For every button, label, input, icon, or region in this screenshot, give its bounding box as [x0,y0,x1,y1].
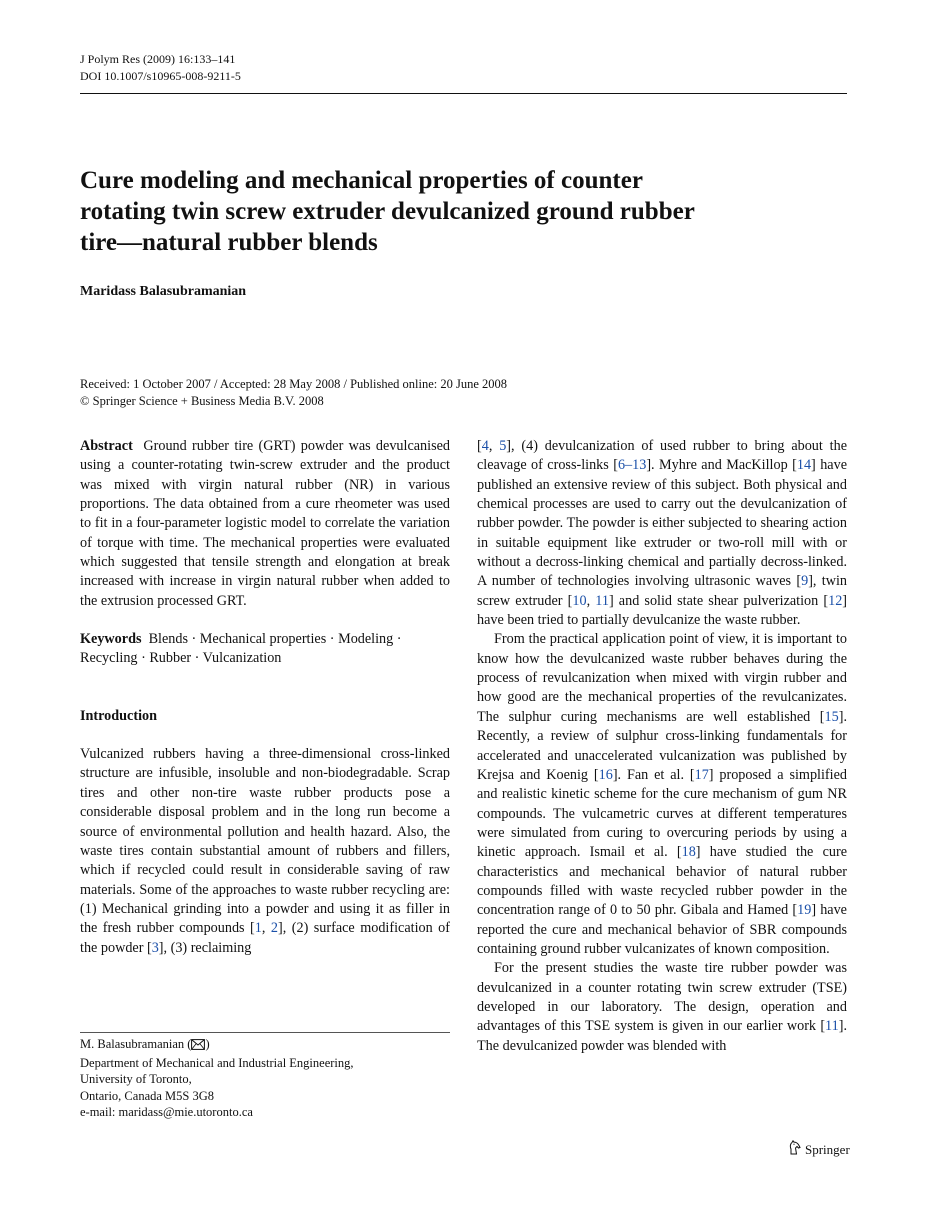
citation-link[interactable]: 15 [824,708,839,725]
journal-citation: J Polym Res (2009) 16:133–141 [80,52,236,66]
footnote-location: Ontario, Canada M5S 3G8 [80,1088,215,1103]
citation-link[interactable]: 11 [595,592,609,609]
citation-link[interactable]: 19 [797,902,812,919]
citation-link[interactable]: 14 [796,457,812,474]
journal-doi: DOI 10.1007/s10965-008-9211-5 [80,69,241,83]
header-rule [80,93,847,94]
citation-link[interactable]: 11 [825,1018,839,1035]
citation-link[interactable]: 1 [254,920,262,937]
keywords [80,630,450,669]
citation-link[interactable]: 5 [499,438,507,454]
article-dates [80,376,507,410]
publisher-logo [788,1140,850,1159]
citation-link[interactable]: 12 [828,592,843,609]
envelope-icon [191,1038,205,1055]
keywords-label: Keywords [80,631,142,648]
keywords-text: Blends · Mechanical properties · Modeling · Recycling · Rubber · Vulcanization [80,631,402,667]
left-column [80,437,450,958]
intro-paragraph-3: For the present studies the waste tire rubber powder was devulcanized in a counter rotating twin screw extruder (TSE) developed in our laboratory. The design, operation and advantages of this TSE system is given in our earlier work [11]. The devulcanized powder was blended with [477,960,847,1054]
footnote-rule [80,1032,450,1033]
introduction-heading: Introduction [80,707,157,724]
intro-paragraph-1-continued: [4, 5], (4) devulcanization of used rubber to bring about the cleavage of cross-links [6–13]. Myhre and MacKillop [14] have published an extensive review of this subject. Both physical and chemical processes are used to carry out the devulcanization of rubber powder. The powder is either subjected to shearing action in suitable equipment like extruder or two-roll mill with or without a decross-linking chemical and partially decross-linked. A number of technologies involving ultrasonic waves [9], twin screw extruder [10, 11] and solid state shear pulverization [12] have been tried to partially devulcanize the waste rubber. [477,438,848,629]
footnote-univ: University of Toronto, [80,1072,192,1086]
article-title: Cure modeling and mechanical properties of counter rotating twin screw extruder devulcanized ground rubber tire—natural rubber blends [80,167,695,256]
citation-link[interactable]: 16 [598,766,613,783]
abstract [80,437,450,611]
copyright-line: © Springer Science + Business Media B.V. 2008 [80,394,324,408]
citation-link[interactable]: 18 [681,844,696,861]
abstract-text: Ground rubber tire (GRT) powder was devulcanised using a counter-rotating twin-screw extruder and the product was mixed with virgin natural rubber (NR) in various proportions. The data obtained from a cure rheometer was used to fit in a four-parameter logistic model to correlate the variation of torque with time. The mechanical properties were evaluated which suggested that tensile strength and elongation at break increased with increase in virgin natural rubber when added to the extrusion processed GRT. [80,438,450,609]
intro-paragraph-1: Vulcanized rubbers having a three-dimensional cross-linked structure are infusible, insoluble and non-biodegradable. Scrap tires and other non-tire waste rubber products pose a considerable disposal problem and in the long run become a source of environmental pollution and health hazard. Also, the waste tires contain substantial amount of rubbers and fillers, which if recycled could result in considerable saving of raw materials. Some of the approaches to waste rubber recycling are: (1) Mechanical grinding into a powder and using it as filler in the fresh rubber compounds [1, 2], (2) surface modification of the powder [3], (3) reclaiming [80,746,450,956]
citation-link[interactable]: 9 [801,573,809,590]
citation-link[interactable]: 2 [270,920,278,937]
journal-header [80,51,241,85]
citation-link[interactable]: 4 [481,438,489,454]
abstract-label: Abstract [80,438,133,454]
citation-link[interactable]: 17 [694,766,709,783]
publication-dates: Received: 1 October 2007 / Accepted: 28 May 2008 / Published online: 20 June 2008 [80,377,508,391]
author-footnote: M. Balasubramanian ( ) Department of Mechanical and Industrial Engineering, University of Toronto, Ontario, Canada M5S 3G8 e-mail: maridass@mie.utoronto.ca [80,1037,354,1119]
article-author: Maridass Balasubramanian [80,284,247,299]
publisher-name: Springer [805,1141,850,1157]
footnote-name: M. Balasubramanian ( [80,1037,192,1051]
footnote-dept: Department of Mechanical and Industrial Engineering, [80,1055,354,1070]
footnote-email[interactable]: e-mail: maridass@mie.utoronto.ca [80,1105,253,1119]
citation-link[interactable]: 6–13 [617,457,647,474]
citation-link[interactable]: 10 [572,592,587,609]
intro-paragraph-2: From the practical application point of view, it is important to know how the devulcanized waste rubber behaves during the process of revulcanization when mixed with virgin rubber and how good are the mechanical properties of the revulcanizates. The sulphur curing mechanisms are well established [15]. Recently, a review of sulphur cross-linking fundamentals for accelerated and unaccelerated vulcanization was published by Krejsa and Koenig [16]. Fan et al. [17] proposed a simplified and realistic kinetic scheme for the cure mechanism of gum NR compounds. The vulcametric curves at different temperatures were simulated from curing to overcuring periods by using a kinetic approach. Ismail et al. [18] have studied the cure characteristics and mechanical behavior of natural rubber compounds filled with waste recycled rubber powder in the concentration range of 0 to 50 phr. Gibala and Hamed [19] have reported the cure and mechanical behavior of SBR compounds containing ground rubber vulcanizates of known composition. [477,631,848,957]
right-column [477,437,847,1056]
springer-horse-icon [788,1140,801,1159]
citation-link[interactable]: 3 [151,939,159,956]
